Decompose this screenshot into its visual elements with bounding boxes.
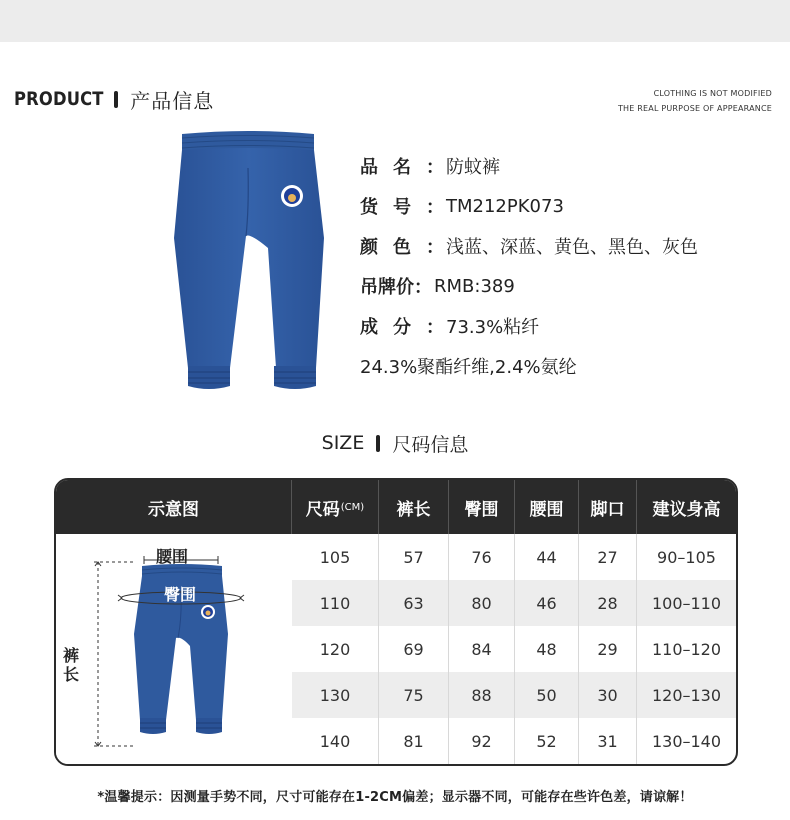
cell-waist: 48 [515, 626, 579, 672]
cell-length: 57 [379, 534, 449, 580]
size-table-header [56, 480, 736, 534]
diagram-label-length [62, 646, 80, 684]
info-row-material: 成分 ： 73.3%粘纤 [360, 306, 770, 346]
product-header [14, 84, 214, 114]
cell-hip: 84 [449, 626, 515, 672]
cell-hip: 88 [449, 672, 515, 718]
th-height: 建议身高 [652, 499, 721, 520]
info-row-material-2 [360, 346, 770, 386]
material-value-2: 24.3%聚酯纤维,2.4%氨纶 [360, 357, 577, 378]
th-size [292, 480, 379, 534]
cell-height: 90–105 [657, 547, 716, 567]
cell-height: 120–130 [651, 685, 722, 705]
product-header-en: PRODUCT [14, 88, 104, 110]
tagline [618, 86, 772, 116]
price-label: 吊牌价 [360, 277, 414, 298]
cell-cuff: 27 [579, 534, 637, 580]
header-separator [114, 91, 118, 108]
cell-cuff: 30 [579, 672, 637, 718]
color-value: 浅蓝、深蓝、黄色、黑色、灰色 [446, 237, 698, 258]
size-table-body [292, 534, 736, 764]
cell-size: 105 [292, 534, 379, 580]
size-header-en: SIZE [321, 432, 365, 454]
product-header-cn: 产品信息 [130, 88, 215, 113]
cell-height: 110–120 [651, 639, 722, 659]
th-cuff: 脚口 [579, 480, 637, 534]
th-size-unit: (CM) [340, 501, 365, 513]
cell-hip: 76 [449, 534, 515, 580]
table-row [292, 534, 736, 580]
th-waist: 腰围 [515, 480, 579, 534]
th-diagram: 示意图 [56, 480, 292, 534]
table-row [292, 718, 736, 764]
cell-size: 140 [292, 718, 379, 764]
disclaimer-note: *温馨提示：因测量手势不同，尺寸可能存在1-2CM偏差；显示器不同，可能存在些许色差，请谅解！ [97, 790, 693, 805]
diagram-label-length-1: 裤 [62, 646, 79, 665]
cell-length: 81 [379, 718, 449, 764]
info-row-price: 吊牌价 ： RMB:389 [360, 266, 770, 306]
cell-length: 63 [379, 580, 449, 626]
size-header-cn: 尺码信息 [392, 433, 469, 456]
cell-length: 69 [379, 626, 449, 672]
price-value: RMB:389 [434, 275, 515, 297]
cell-waist: 50 [515, 672, 579, 718]
th-hip: 臀围 [449, 480, 515, 534]
table-row [292, 580, 736, 626]
size-header [0, 428, 790, 458]
cell-hip: 80 [449, 580, 515, 626]
material-label: 成分 [360, 317, 426, 338]
color-label: 颜色 [360, 237, 426, 258]
diagram-label-waist: 腰围 [156, 547, 189, 566]
cell-waist: 44 [515, 534, 579, 580]
cell-length: 75 [379, 672, 449, 718]
diagram-pants-image [56, 534, 292, 764]
cell-cuff: 28 [579, 580, 637, 626]
tagline-line-1: CLOTHING IS NOT MODIFIED [653, 89, 772, 98]
cell-size: 120 [292, 626, 379, 672]
top-band [0, 0, 790, 42]
name-label: 品名 [360, 157, 426, 178]
cell-height: 130–140 [651, 731, 722, 751]
product-info [360, 146, 770, 386]
tagline-line-2: THE REAL PURPOSE OF APPEARANCE [617, 104, 772, 113]
info-row-color: 颜色 ： 浅蓝、深蓝、黄色、黑色、灰色 [360, 226, 770, 266]
info-row-name: 品名 ： 防蚊裤 [360, 146, 770, 186]
product-image-pants [168, 128, 328, 398]
size-header-separator [376, 435, 380, 452]
sku-value: TM212PK073 [446, 195, 564, 217]
th-length: 裤长 [379, 480, 449, 534]
diagram-label-length-2: 长 [62, 665, 79, 684]
table-row [292, 672, 736, 718]
cell-hip: 92 [449, 718, 515, 764]
info-row-sku: 货号 ： TM212PK073 [360, 186, 770, 226]
sku-label: 货号 [360, 197, 426, 218]
cell-cuff: 29 [579, 626, 637, 672]
size-table [54, 478, 738, 766]
cell-waist: 46 [515, 580, 579, 626]
name-value: 防蚊裤 [446, 157, 500, 178]
cell-height: 100–110 [651, 593, 722, 613]
material-value-1: 73.3%粘纤 [446, 317, 540, 338]
cell-size: 110 [292, 580, 379, 626]
th-size-label: 尺码 [305, 499, 340, 520]
cell-size: 130 [292, 672, 379, 718]
size-diagram [56, 534, 292, 764]
cell-cuff: 31 [579, 718, 637, 764]
diagram-label-hip: 臀围 [164, 585, 197, 604]
cell-waist: 52 [515, 718, 579, 764]
table-row [292, 626, 736, 672]
